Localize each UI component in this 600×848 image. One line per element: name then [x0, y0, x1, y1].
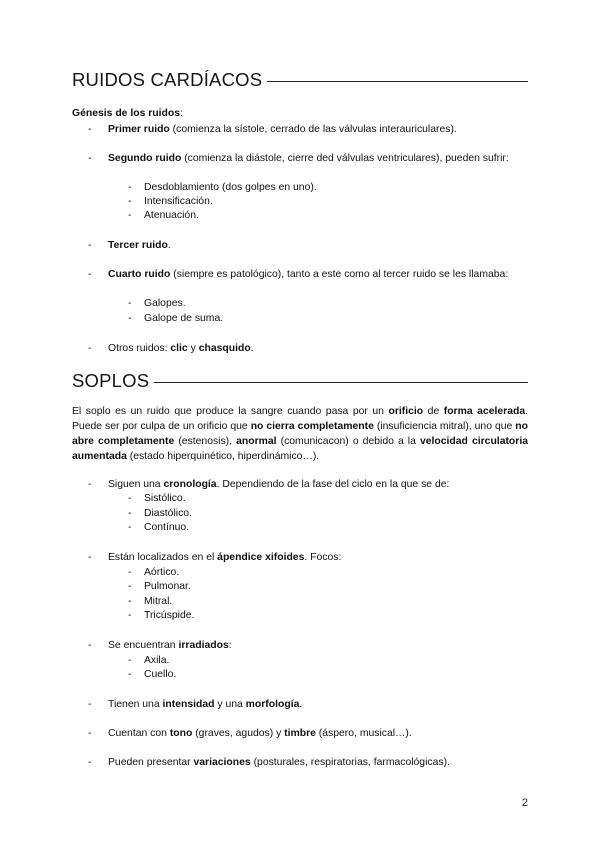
bullet-dash: -: [88, 640, 92, 651]
bullet-dash: -: [88, 757, 92, 768]
bullet-dash: -: [88, 699, 92, 710]
bullet-dash: -: [88, 343, 92, 354]
bullet-dash: -: [88, 479, 92, 490]
document-page: RUIDOS CARDÍACOS Génesis de los ruidos: - Primer ruido (comienza la sístole, cerrado de las válvulas interauriculares). - Segundo ruido (comienza la diástole, cierre ded válvulas ventriculares), pueden sufrir: - Desdoblamiento (dos golpes en uno). - Intensificación. - Atenuación. - Tercer ruido. - Cuarto ruido (siempre es patológico), tanto a este como al tercer ruido se les llamaba: - Galopes. - Galope de suma. - Otros ruidos: clic y chasquido. SOPLOS El soplo es un ruido que produce la sangre cuando pasa por un orificio de forma acelerada. Puede ser por culpa de un orificio que no cierra completamente (insuficiencia mitral), uno que no abre completamente (estenosis), anormal (comunicacon) o debido a la velocidad circulatoria aumentada (estado hiperquinético, hiperdinámico…). - Siguen una cronología. Dependiendo de la fase del ciclo en la que se de: - Sistólico. - Diastólico. - Contínuo. - Están localizados en el ápendice xifoides. Focos: - Aórtico. - Pulmonar. - Mitral. - Tricúspide. - Se encuentran irradiados: - Axila. - Cuello. - Tienen una intensidad y una morfología. - Cuentan con tono (graves, agudos) y timbre (áspero, musical…). - Pueden presentar variaciones (posturales, respiratorias, farmacológicas). 2: [0, 0, 600, 848]
title-rule: [267, 81, 528, 82]
bullet-dash: -: [88, 728, 92, 739]
bullet-dash: -: [88, 240, 92, 251]
title-rule: [154, 382, 528, 383]
soplos-intro-paragraph: El soplo es un ruido que produce la sangre cuando pasa por un orificio de forma acelerada. Puede ser por culpa de un orificio que no cierra completamente (insuficiencia mitral), uno que no abre completamente (estenosis), anormal (comunicacon) o debido a la velocidad circulatoria aumentada (estado hiperquinético, hiperdinámico…).: [72, 406, 528, 462]
bullet-dash: -: [88, 552, 92, 563]
bullet-dash: -: [88, 269, 92, 280]
section-title-ruidos: [72, 69, 528, 91]
section-title-soplos: [72, 370, 528, 392]
bullet-dash: -: [88, 124, 92, 135]
bullet-dash: -: [88, 153, 92, 164]
genesis-heading: Génesis de los ruidos:: [72, 108, 183, 119]
section-title-text: RUIDOS CARDÍACOS: [72, 69, 263, 90]
page-number: 2: [521, 797, 528, 809]
section-title-text: SOPLOS: [72, 370, 150, 391]
